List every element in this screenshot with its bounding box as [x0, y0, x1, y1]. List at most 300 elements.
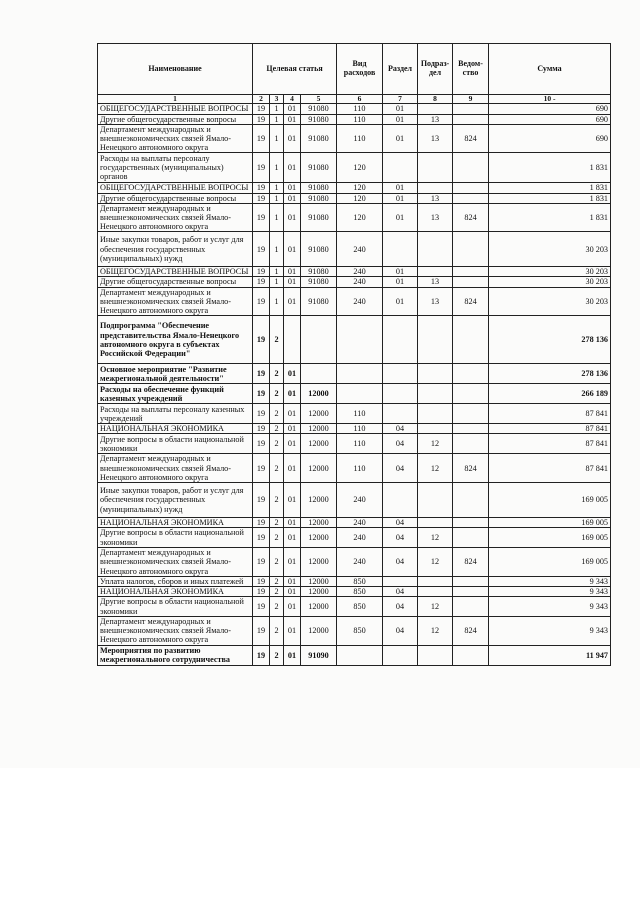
cell-subsection — [418, 424, 453, 434]
cell-name: Другие общегосударственные вопросы — [98, 114, 253, 124]
header-section: Раздел — [383, 44, 418, 95]
cell-sum: 87 841 — [489, 454, 611, 483]
cell-department: 824 — [453, 617, 489, 646]
header-subsection: Подраз-дел — [418, 44, 453, 95]
cell-sum: 9 343 — [489, 586, 611, 596]
cell-department: 824 — [453, 548, 489, 577]
column-number: 7 — [383, 95, 418, 104]
cell-department — [453, 232, 489, 267]
cell-subprogram: 2 — [270, 517, 284, 527]
table-row — [98, 153, 611, 183]
cell-subprogram: 2 — [270, 434, 284, 454]
cell-measure: 01 — [284, 617, 301, 646]
cell-subsection: 12 — [418, 454, 453, 483]
cell-subsection: 12 — [418, 434, 453, 454]
cell-program: 19 — [253, 404, 270, 424]
cell-measure: 01 — [284, 232, 301, 267]
cell-program: 19 — [253, 153, 270, 183]
cell-expense-type: 110 — [337, 124, 383, 153]
cell-measure: 01 — [284, 183, 301, 193]
cell-subsection: 13 — [418, 203, 453, 232]
cell-subprogram: 1 — [270, 183, 284, 193]
cell-name: Другие вопросы в области национальной экономики — [98, 434, 253, 454]
cell-measure: 01 — [284, 528, 301, 548]
cell-subprogram: 2 — [270, 645, 284, 665]
cell-name: Департамент международных и внешнеэкономических связей Ямало-Ненецкого автономного округа — [98, 203, 253, 232]
cell-measure: 01 — [284, 645, 301, 665]
cell-name: Другие вопросы в области национальной экономики — [98, 597, 253, 617]
cell-direction: 91090 — [301, 645, 337, 665]
cell-name: Иные закупки товаров, работ и услуг для обеспечения государственных (муниципальных) нужд — [98, 232, 253, 267]
cell-expense-type: 110 — [337, 424, 383, 434]
cell-name: Департамент международных и внешнеэкономических связей Ямало-Ненецкого автономного округа — [98, 454, 253, 483]
cell-subprogram: 2 — [270, 364, 284, 384]
cell-department — [453, 384, 489, 404]
cell-subprogram: 2 — [270, 617, 284, 646]
cell-sum: 30 203 — [489, 287, 611, 316]
cell-section — [383, 232, 418, 267]
cell-program: 19 — [253, 548, 270, 577]
cell-sum: 1 831 — [489, 193, 611, 203]
cell-program: 19 — [253, 277, 270, 287]
cell-section: 01 — [383, 277, 418, 287]
cell-direction: 12000 — [301, 576, 337, 586]
table-row — [98, 287, 611, 316]
cell-sum: 30 203 — [489, 232, 611, 267]
cell-section: 04 — [383, 454, 418, 483]
cell-department: 824 — [453, 124, 489, 153]
cell-sum: 690 — [489, 124, 611, 153]
cell-sum: 169 005 — [489, 482, 611, 517]
column-number: 8 — [418, 95, 453, 104]
header-expense-type: Вид расходов — [337, 44, 383, 95]
cell-name: Департамент международных и внешнеэкономических связей Ямало-Ненецкого автономного округа — [98, 548, 253, 577]
column-number: 4 — [284, 95, 301, 104]
cell-name: Основное мероприятие "Развитие межрегиональной деятельности" — [98, 364, 253, 384]
cell-measure: 01 — [284, 482, 301, 517]
cell-direction: 12000 — [301, 454, 337, 483]
cell-expense-type: 240 — [337, 517, 383, 527]
cell-program: 19 — [253, 434, 270, 454]
cell-measure: 01 — [284, 576, 301, 586]
cell-program: 19 — [253, 528, 270, 548]
cell-subsection — [418, 183, 453, 193]
cell-name: НАЦИОНАЛЬНАЯ ЭКОНОМИКА — [98, 586, 253, 596]
table-row — [98, 384, 611, 404]
cell-program: 19 — [253, 287, 270, 316]
cell-section: 01 — [383, 193, 418, 203]
cell-program: 19 — [253, 576, 270, 586]
cell-subsection: 13 — [418, 193, 453, 203]
cell-program: 19 — [253, 267, 270, 277]
cell-subprogram: 2 — [270, 482, 284, 517]
cell-program: 19 — [253, 104, 270, 114]
cell-measure: 01 — [284, 193, 301, 203]
table-row — [98, 645, 611, 665]
column-number: 10 - — [489, 95, 611, 104]
cell-subsection: 13 — [418, 124, 453, 153]
cell-direction: 91080 — [301, 203, 337, 232]
cell-subsection — [418, 586, 453, 596]
cell-department — [453, 424, 489, 434]
column-number: 1 — [98, 95, 253, 104]
cell-section: 04 — [383, 597, 418, 617]
cell-subprogram: 1 — [270, 114, 284, 124]
cell-program: 19 — [253, 517, 270, 527]
cell-sum: 690 — [489, 114, 611, 124]
column-number: 5 — [301, 95, 337, 104]
table-row — [98, 193, 611, 203]
cell-measure — [284, 316, 301, 364]
cell-sum: 169 005 — [489, 548, 611, 577]
cell-subsection: 12 — [418, 528, 453, 548]
cell-subprogram: 1 — [270, 287, 284, 316]
cell-direction: 91080 — [301, 153, 337, 183]
table-row — [98, 104, 611, 114]
cell-name: ОБЩЕГОСУДАРСТВЕННЫЕ ВОПРОСЫ — [98, 267, 253, 277]
cell-section: 04 — [383, 434, 418, 454]
cell-direction: 12000 — [301, 528, 337, 548]
cell-subprogram: 1 — [270, 193, 284, 203]
column-number: 9 — [453, 95, 489, 104]
cell-section — [383, 316, 418, 364]
cell-sum: 11 947 — [489, 645, 611, 665]
cell-program: 19 — [253, 617, 270, 646]
cell-measure: 01 — [284, 287, 301, 316]
cell-sum: 169 005 — [489, 517, 611, 527]
cell-section — [383, 645, 418, 665]
cell-expense-type: 120 — [337, 153, 383, 183]
cell-section — [383, 404, 418, 424]
table-row — [98, 434, 611, 454]
cell-department — [453, 517, 489, 527]
cell-name: Другие общегосударственные вопросы — [98, 193, 253, 203]
cell-section: 01 — [383, 203, 418, 232]
cell-department: 824 — [453, 454, 489, 483]
cell-department — [453, 104, 489, 114]
cell-program: 19 — [253, 454, 270, 483]
cell-measure: 01 — [284, 203, 301, 232]
cell-subsection — [418, 576, 453, 586]
cell-program: 19 — [253, 586, 270, 596]
table-row — [98, 586, 611, 596]
cell-subsection — [418, 316, 453, 364]
cell-program: 19 — [253, 232, 270, 267]
cell-department — [453, 277, 489, 287]
cell-measure: 01 — [284, 153, 301, 183]
cell-direction: 12000 — [301, 404, 337, 424]
table-row — [98, 482, 611, 517]
table-header — [98, 44, 611, 95]
cell-program: 19 — [253, 316, 270, 364]
cell-subsection — [418, 153, 453, 183]
cell-subprogram: 2 — [270, 597, 284, 617]
cell-subsection — [418, 364, 453, 384]
cell-section: 01 — [383, 183, 418, 193]
cell-subprogram: 1 — [270, 267, 284, 277]
cell-program: 19 — [253, 384, 270, 404]
cell-department — [453, 267, 489, 277]
cell-measure: 01 — [284, 434, 301, 454]
cell-measure: 01 — [284, 104, 301, 114]
cell-sum: 278 136 — [489, 316, 611, 364]
table-row — [98, 404, 611, 424]
cell-department: 824 — [453, 203, 489, 232]
cell-expense-type: 110 — [337, 104, 383, 114]
cell-program: 19 — [253, 424, 270, 434]
table-row — [98, 364, 611, 384]
cell-department — [453, 576, 489, 586]
cell-name: Другие общегосударственные вопросы — [98, 277, 253, 287]
cell-subprogram: 1 — [270, 203, 284, 232]
cell-program: 19 — [253, 597, 270, 617]
cell-subprogram: 2 — [270, 384, 284, 404]
cell-sum: 30 203 — [489, 277, 611, 287]
cell-subprogram: 2 — [270, 576, 284, 586]
table-row — [98, 576, 611, 586]
cell-direction: 12000 — [301, 424, 337, 434]
cell-direction: 12000 — [301, 482, 337, 517]
cell-name: НАЦИОНАЛЬНАЯ ЭКОНОМИКА — [98, 424, 253, 434]
cell-direction: 12000 — [301, 517, 337, 527]
cell-section: 01 — [383, 287, 418, 316]
cell-measure: 01 — [284, 384, 301, 404]
cell-sum: 9 343 — [489, 597, 611, 617]
table-row — [98, 617, 611, 646]
cell-sum: 9 343 — [489, 576, 611, 586]
cell-direction — [301, 364, 337, 384]
cell-subsection: 13 — [418, 114, 453, 124]
cell-expense-type: 120 — [337, 183, 383, 193]
header-sum: Сумма — [489, 44, 611, 95]
cell-subprogram: 2 — [270, 454, 284, 483]
cell-subsection: 13 — [418, 287, 453, 316]
cell-name: Подпрограмма "Обеспечение представительства Ямало-Ненецкого автономного округа в субъектах Российской Федерации" — [98, 316, 253, 364]
cell-subprogram: 2 — [270, 548, 284, 577]
cell-department — [453, 364, 489, 384]
cell-subsection — [418, 267, 453, 277]
cell-program: 19 — [253, 364, 270, 384]
cell-subprogram: 1 — [270, 153, 284, 183]
cell-expense-type: 850 — [337, 617, 383, 646]
cell-name: Департамент международных и внешнеэкономических связей Ямало-Ненецкого автономного округа — [98, 124, 253, 153]
cell-expense-type: 120 — [337, 193, 383, 203]
cell-name: Мероприятия по развитию межрегионального сотрудничества — [98, 645, 253, 665]
cell-expense-type: 850 — [337, 597, 383, 617]
cell-department — [453, 153, 489, 183]
cell-name: Расходы на обеспечение функций казенных учреждений — [98, 384, 253, 404]
cell-subsection: 12 — [418, 597, 453, 617]
cell-expense-type: 120 — [337, 203, 383, 232]
table-row — [98, 424, 611, 434]
cell-measure: 01 — [284, 124, 301, 153]
cell-section — [383, 153, 418, 183]
table-row — [98, 232, 611, 267]
cell-sum: 1 831 — [489, 183, 611, 193]
cell-direction: 91080 — [301, 287, 337, 316]
cell-direction: 12000 — [301, 434, 337, 454]
cell-direction: 91080 — [301, 124, 337, 153]
cell-section — [383, 364, 418, 384]
cell-sum: 278 136 — [489, 364, 611, 384]
cell-expense-type: 110 — [337, 404, 383, 424]
cell-direction: 12000 — [301, 548, 337, 577]
cell-expense-type — [337, 645, 383, 665]
cell-expense-type: 240 — [337, 528, 383, 548]
cell-direction: 91080 — [301, 267, 337, 277]
cell-measure: 01 — [284, 424, 301, 434]
cell-program: 19 — [253, 114, 270, 124]
column-number: 2 — [253, 95, 270, 104]
header-target-article: Целевая статья — [253, 44, 337, 95]
cell-subsection — [418, 482, 453, 517]
cell-expense-type: 850 — [337, 586, 383, 596]
cell-department: 824 — [453, 287, 489, 316]
table-row — [98, 517, 611, 527]
cell-section — [383, 576, 418, 586]
cell-direction: 91080 — [301, 114, 337, 124]
cell-measure: 01 — [284, 597, 301, 617]
cell-expense-type — [337, 316, 383, 364]
cell-name: Расходы на выплаты персоналу казенных учреждений — [98, 404, 253, 424]
cell-name: Департамент международных и внешнеэкономических связей Ямало-Ненецкого автономного округа — [98, 287, 253, 316]
cell-expense-type: 110 — [337, 114, 383, 124]
cell-subprogram: 2 — [270, 586, 284, 596]
cell-measure: 01 — [284, 114, 301, 124]
cell-expense-type: 240 — [337, 482, 383, 517]
table-row — [98, 124, 611, 153]
cell-expense-type: 110 — [337, 434, 383, 454]
cell-name: ОБЩЕГОСУДАРСТВЕННЫЕ ВОПРОСЫ — [98, 104, 253, 114]
cell-direction: 91080 — [301, 232, 337, 267]
cell-measure: 01 — [284, 586, 301, 596]
cell-expense-type: 240 — [337, 548, 383, 577]
cell-department — [453, 586, 489, 596]
cell-sum: 1 831 — [489, 153, 611, 183]
table-row — [98, 267, 611, 277]
column-number: 6 — [337, 95, 383, 104]
cell-section: 01 — [383, 114, 418, 124]
cell-direction: 91080 — [301, 193, 337, 203]
cell-department — [453, 434, 489, 454]
cell-subsection — [418, 384, 453, 404]
table-row — [98, 548, 611, 577]
cell-subprogram: 2 — [270, 404, 284, 424]
cell-expense-type: 240 — [337, 267, 383, 277]
cell-program: 19 — [253, 482, 270, 517]
cell-sum: 1 831 — [489, 203, 611, 232]
cell-sum: 87 841 — [489, 434, 611, 454]
cell-direction: 12000 — [301, 597, 337, 617]
cell-department — [453, 528, 489, 548]
cell-subsection: 13 — [418, 277, 453, 287]
cell-direction: 12000 — [301, 384, 337, 404]
table-row — [98, 454, 611, 483]
cell-name: Иные закупки товаров, работ и услуг для обеспечения государственных (муниципальных) нужд — [98, 482, 253, 517]
cell-sum: 30 203 — [489, 267, 611, 277]
cell-direction: 91080 — [301, 277, 337, 287]
cell-measure: 01 — [284, 548, 301, 577]
cell-measure: 01 — [284, 267, 301, 277]
table-row — [98, 183, 611, 193]
cell-measure: 01 — [284, 277, 301, 287]
cell-sum: 266 189 — [489, 384, 611, 404]
header-name: Наименование — [98, 44, 253, 95]
cell-sum: 87 841 — [489, 424, 611, 434]
cell-department — [453, 114, 489, 124]
cell-department — [453, 193, 489, 203]
cell-direction: 12000 — [301, 586, 337, 596]
cell-sum: 690 — [489, 104, 611, 114]
cell-section: 04 — [383, 586, 418, 596]
cell-measure: 01 — [284, 454, 301, 483]
cell-sum: 87 841 — [489, 404, 611, 424]
cell-subprogram: 1 — [270, 277, 284, 287]
cell-section: 04 — [383, 528, 418, 548]
cell-name: ОБЩЕГОСУДАРСТВЕННЫЕ ВОПРОСЫ — [98, 183, 253, 193]
cell-expense-type — [337, 364, 383, 384]
cell-subsection — [418, 104, 453, 114]
cell-department — [453, 183, 489, 193]
cell-department — [453, 645, 489, 665]
cell-program: 19 — [253, 193, 270, 203]
table-row — [98, 528, 611, 548]
cell-subsection — [418, 232, 453, 267]
header-department: Ведом-ство — [453, 44, 489, 95]
cell-program: 19 — [253, 124, 270, 153]
cell-measure: 01 — [284, 404, 301, 424]
cell-direction: 91080 — [301, 183, 337, 193]
cell-name: Уплата налогов, сборов и иных платежей — [98, 576, 253, 586]
cell-subprogram: 1 — [270, 104, 284, 114]
cell-section: 04 — [383, 548, 418, 577]
cell-subprogram: 1 — [270, 232, 284, 267]
cell-department — [453, 316, 489, 364]
cell-name: Другие вопросы в области национальной экономики — [98, 528, 253, 548]
cell-expense-type — [337, 384, 383, 404]
cell-expense-type: 240 — [337, 277, 383, 287]
table-row — [98, 203, 611, 232]
budget-table — [97, 43, 611, 666]
cell-department — [453, 482, 489, 517]
cell-section: 04 — [383, 517, 418, 527]
cell-measure: 01 — [284, 364, 301, 384]
cell-section — [383, 482, 418, 517]
cell-name: Расходы на выплаты персоналу государственных (муниципальных) органов — [98, 153, 253, 183]
cell-section: 01 — [383, 104, 418, 114]
cell-measure: 01 — [284, 517, 301, 527]
cell-expense-type: 110 — [337, 454, 383, 483]
cell-department — [453, 404, 489, 424]
cell-sum: 9 343 — [489, 617, 611, 646]
cell-program: 19 — [253, 183, 270, 193]
cell-subsection — [418, 645, 453, 665]
cell-subprogram: 1 — [270, 124, 284, 153]
cell-subprogram: 2 — [270, 316, 284, 364]
column-numbers-row — [98, 95, 611, 104]
cell-subsection — [418, 404, 453, 424]
cell-section: 01 — [383, 124, 418, 153]
cell-sum: 169 005 — [489, 528, 611, 548]
cell-section — [383, 384, 418, 404]
cell-section: 01 — [383, 267, 418, 277]
cell-section: 04 — [383, 424, 418, 434]
cell-department — [453, 597, 489, 617]
table-row — [98, 597, 611, 617]
table-row — [98, 316, 611, 364]
cell-name: НАЦИОНАЛЬНАЯ ЭКОНОМИКА — [98, 517, 253, 527]
column-number: 3 — [270, 95, 284, 104]
